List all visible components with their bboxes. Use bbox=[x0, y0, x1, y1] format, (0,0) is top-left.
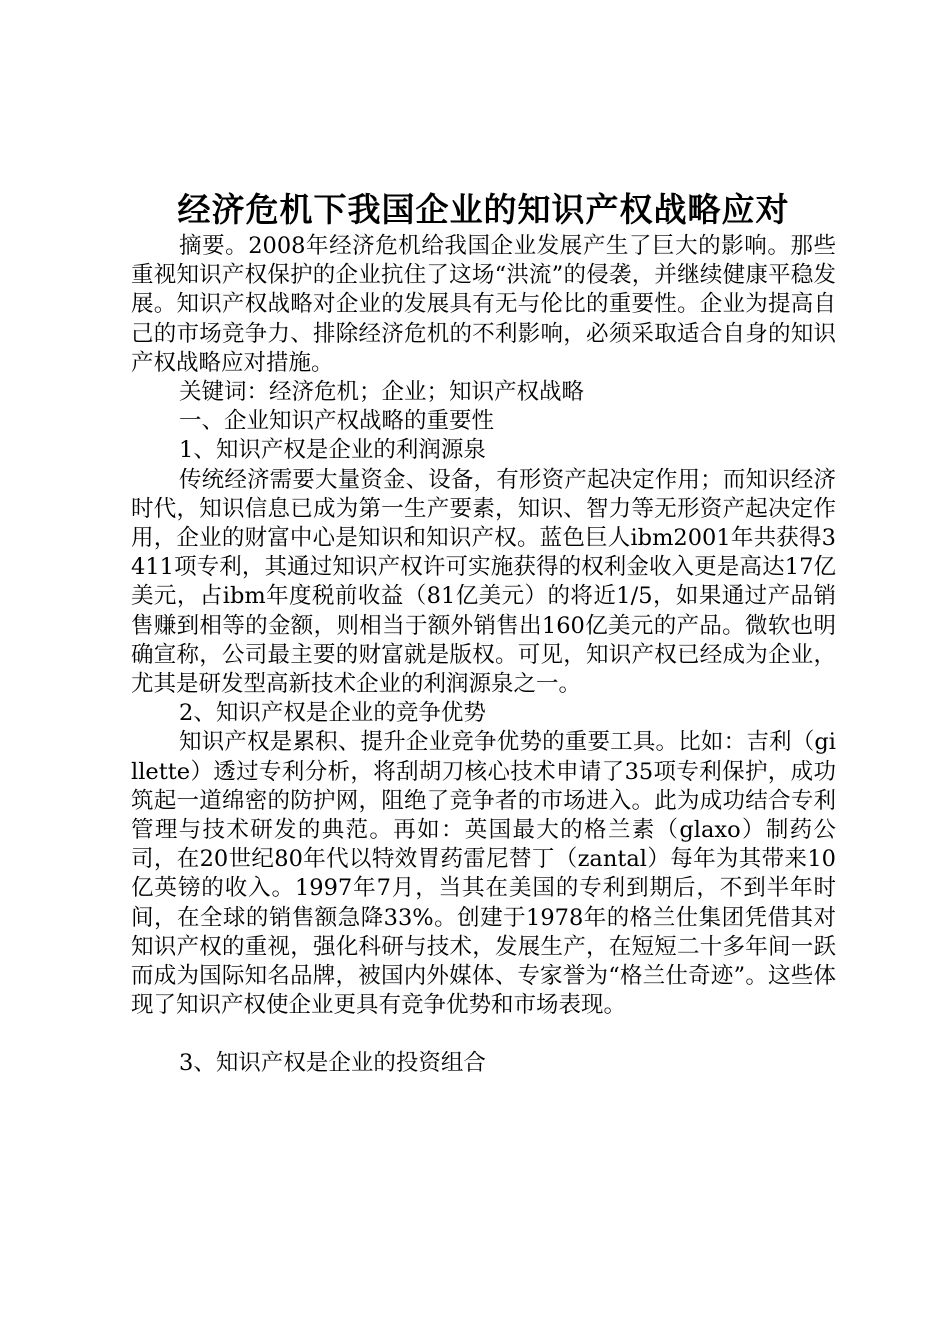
keywords-line: 关键词：经济危机；企业；知识产权战略 bbox=[179, 379, 585, 406]
document-page bbox=[131, 188, 836, 1079]
document-title: 经济危机下我国企业的知识产权战略应对 bbox=[177, 190, 790, 229]
subsection-heading-1: 1、知识产权是企业的利润源泉 bbox=[179, 437, 486, 464]
subsection-body-1: 传统经济需要大量资金、设备，有形资产起决定作用；而知识经济时代，知识信息已成为第一生产要素，知识、智力等无形资产起决定作用，企业的财富中心是知识和知识产权。蓝色巨人ibm2001年共获得3411项专利，其通过知识产权许可实施获得的权利金收入更是高达17亿美元，占ibm年度税前收益（81亿美元）的将近1/5，如果通过产品销售赚到相等的金额，则相当于额外销售出160亿美元的产品。微软也明确宣称，公司最主要的财富就是版权。可见，知识产权已经成为企业，尤其是研发型高新技术企业的利润源泉之一。 bbox=[131, 466, 836, 698]
subsection-heading-2: 2、知识产权是企业的竞争优势 bbox=[179, 700, 486, 727]
subsection-heading-3: 3、知识产权是企业的投资组合 bbox=[179, 1050, 486, 1077]
section-heading-1: 一、企业知识产权战略的重要性 bbox=[179, 408, 495, 435]
paragraph-gap bbox=[131, 1020, 836, 1049]
abstract-paragraph: 摘要。2008年经济危机给我国企业发展产生了巨大的影响。那些重视知识产权保护的企业抗住了这场“洪流”的侵袭，并继续健康平稳发展。知识产权战略对企业的发展具有无与伦比的重要性。企业为提高自己的市场竞争力、排除经济危机的不利影响，必须采取适合自身的知识产权战略应对措施。 bbox=[131, 233, 836, 376]
subsection-body-2: 知识产权是累积、提升企业竞争优势的重要工具。比如：吉利（gillette）透过专利分析，将刮胡刀核心技术申请了35项专利保护，成功筑起一道绵密的防护网，阻绝了竞争者的市场进入。此为成功结合专利管理与技术研发的典范。再如：英国最大的格兰素（glaxo）制药公司，在20世纪80年代以特效胃药雷尼替丁（zantal）每年为其带来10亿英镑的收入。1997年7月，当其在美国的专利到期后，不到半年时间，在全球的销售额急降33%。创建于1978年的格兰仕集团凭借其对知识产权的重视，强化科研与技术，发展生产，在短短二十多年间一跃而成为国际知名品牌，被国内外媒体、专家誉为“格兰仕奇迹”。这些体现了知识产权使企业更具有竞争优势和市场表现。 bbox=[131, 729, 836, 1019]
